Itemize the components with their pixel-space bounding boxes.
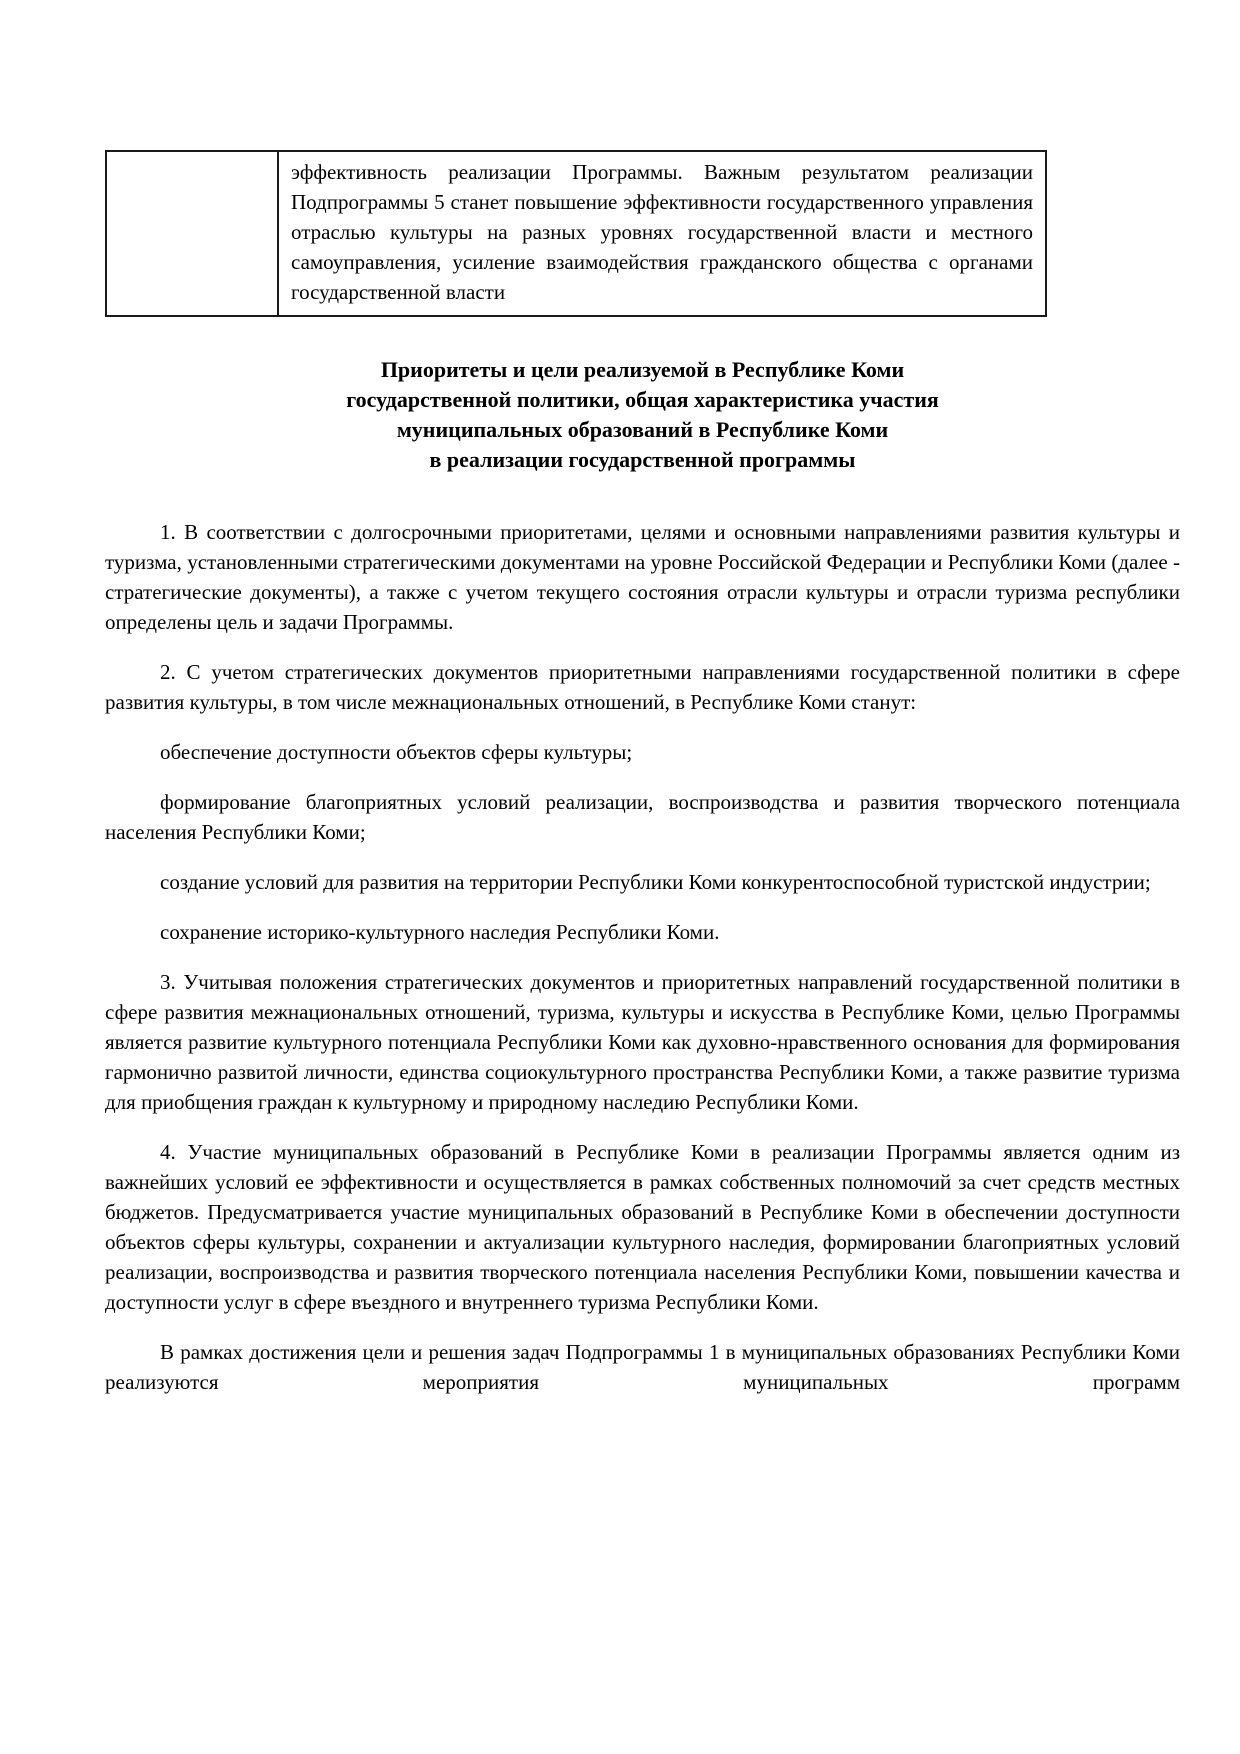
paragraph-2: 2. С учетом стратегических документов приоритетными направлениями государственной политики в сфере развития культуры, в том числе межнациональных отношений, в Республике Коми станут: bbox=[105, 660, 1180, 714]
section-heading bbox=[105, 355, 1180, 475]
document-body bbox=[105, 517, 1180, 1397]
table-row bbox=[106, 151, 1046, 316]
list-item-tourism-industry: создание условий для развития на территории Республики Коми конкурентоспособной туристской индустрии; bbox=[160, 870, 1151, 894]
list-item-creative-potential: формирование благоприятных условий реализации, воспроизводства и развития творческого потенциала населения Республики Коми; bbox=[105, 790, 1180, 844]
section-heading-line-4: в реализации государственной программы bbox=[429, 447, 856, 472]
table-cell-label bbox=[106, 151, 278, 316]
section-heading-line-1: Приоритеты и цели реализуемой в Республике Коми bbox=[380, 357, 905, 382]
list-item-heritage: сохранение историко-культурного наследия Республики Коми. bbox=[160, 920, 720, 944]
table-cell-expected-results: эффективность реализации Программы. Важным результатом реализации Подпрограммы 5 станет повышение эффективности государственного управления отраслью культуры на разных уровнях государственной власти и местного самоуправления, усиление взаимодействия гражданского общества с органами государственной власти bbox=[278, 151, 1046, 316]
section-heading-line-3: муниципальных образований в Республике Коми bbox=[396, 417, 889, 442]
paragraph-1: 1. В соответствии с долгосрочными приоритетами, целями и основными направлениями развития культуры и туризма, установленными стратегическими документами на уровне Российской Федерации и Республики Коми (далее - стратегические документы), а также с учетом текущего состояния отрасли культуры и отрасли туризма республики определены цель и задачи Программы. bbox=[105, 520, 1180, 634]
paragraph-3: 3. Учитывая положения стратегических документов и приоритетных направлений государственной политики в сфере развития межнациональных отношений, туризма, культуры и искусства в Республике Коми, целью Программы является развитие культурного потенциала Республики Коми как духовно-нравственного основания для формирования гармонично развитой личности, единства социокультурного пространства Республики Коми, а также развитие туризма для приобщения граждан к культурному и природному наследию Республики Коми. bbox=[105, 970, 1180, 1114]
paragraph-4: 4. Участие муниципальных образований в Республике Коми в реализации Программы является одним из важнейших условий ее эффективности и осуществляется в рамках собственных полномочий за счет средств местных бюджетов. Предусматривается участие муниципальных образований в Республике Коми в обеспечении доступности объектов сферы культуры, сохранении и актуализации культурного наследия, формировании благоприятных условий реализации, воспроизводства и развития творческого потенциала населения Республики Коми, повышении качества и доступности услуг в сфере въездного и внутреннего туризма Республики Коми. bbox=[105, 1140, 1180, 1314]
program-summary-table bbox=[105, 150, 1047, 317]
list-item-accessibility: обеспечение доступности объектов сферы культуры; bbox=[160, 740, 633, 764]
section-heading-line-2: государственной политики, общая характеристика участия bbox=[346, 387, 939, 412]
paragraph-5-truncated: В рамках достижения цели и решения задач Подпрограммы 1 в муниципальных образованиях Республики Коми реализуются мероприятия муниципальных программ bbox=[105, 1340, 1180, 1394]
